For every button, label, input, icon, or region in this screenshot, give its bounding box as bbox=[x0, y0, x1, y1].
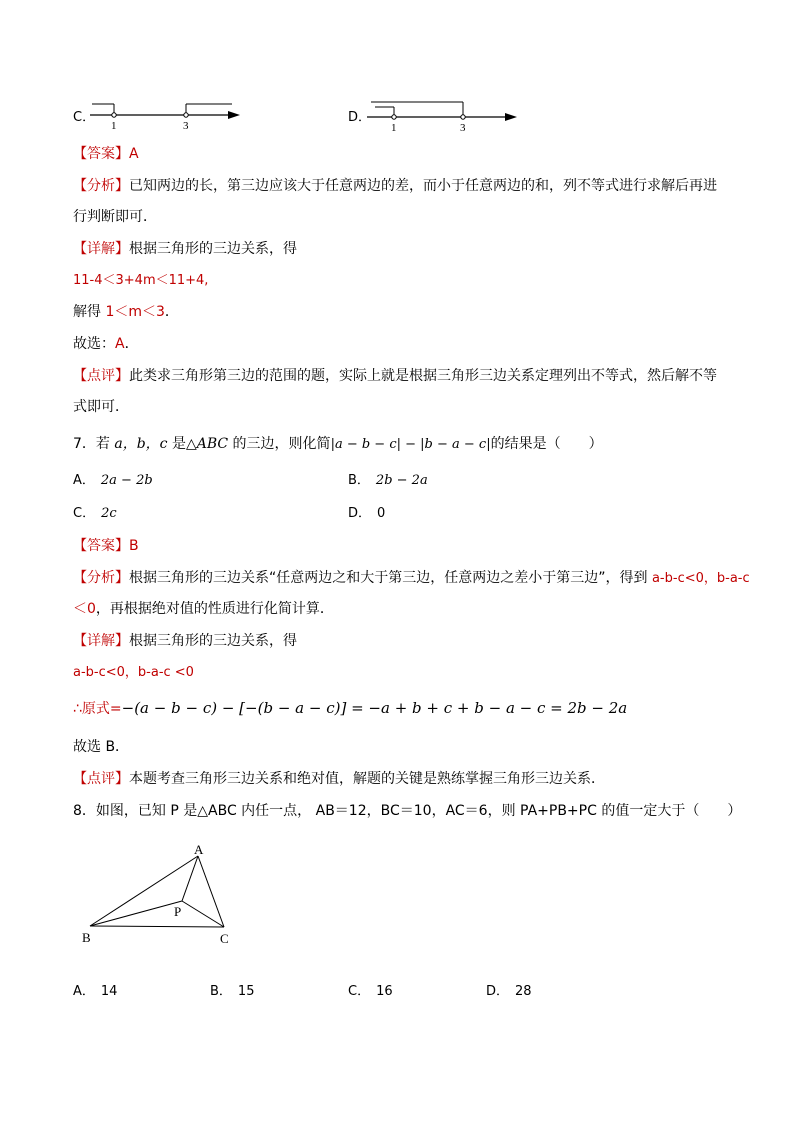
analysis-condition: a-b-c<0，b-a-c bbox=[651, 571, 750, 586]
q7-stem bbox=[73, 434, 603, 455]
q7-analysis-cont bbox=[73, 599, 334, 619]
q7-detail bbox=[73, 631, 297, 651]
option-label: B． bbox=[210, 984, 232, 999]
numberline-d-graphic bbox=[367, 96, 527, 132]
option-label: B． bbox=[348, 473, 370, 488]
choose-text: 故选： bbox=[73, 336, 115, 352]
numberline-d-tick-1: 1 bbox=[391, 122, 397, 132]
option-c-label: C． bbox=[73, 110, 96, 125]
q7-choose: 故选 B． bbox=[73, 739, 130, 755]
q6-choose bbox=[73, 334, 139, 354]
vertex-a-label: A bbox=[194, 842, 204, 857]
detail-text: 根据三角形的三边关系，得 bbox=[129, 633, 297, 649]
q7-option-b bbox=[348, 472, 428, 490]
q7-stem-suffix: 的结果是（ ） bbox=[490, 436, 603, 452]
q8-option-b bbox=[210, 983, 254, 1001]
answer-tag: 【答案】 bbox=[73, 538, 129, 554]
option-value: 2a − 2b bbox=[100, 473, 153, 488]
option-label: A． bbox=[73, 984, 95, 999]
original-expression: −(a − b − c) − [−(b − a − c)] = −a + b + c + b − a − c = 2b − 2a bbox=[121, 699, 628, 717]
q6-solve bbox=[73, 302, 179, 322]
original-prefix: ∴原式= bbox=[73, 701, 122, 717]
q6-detail bbox=[73, 239, 297, 259]
analysis-text-cont: ，再根据绝对值的性质进行化简计算． bbox=[95, 601, 334, 617]
q7-condition: a-b-c<0，b-a-c <0 bbox=[73, 665, 194, 680]
q7-stem-prefix: 7．若 bbox=[73, 436, 115, 452]
analysis-tag: 【分析】 bbox=[73, 178, 129, 194]
comment-text: 本题考查三角形三边关系和绝对值，解题的关键是熟练掌握三角形三边关系． bbox=[129, 771, 605, 787]
triangle-figure bbox=[78, 838, 248, 950]
q6-analysis-cont: 行判断即可． bbox=[73, 209, 157, 225]
vertex-b-label: B bbox=[82, 930, 91, 945]
q7-option-a bbox=[73, 472, 153, 490]
solve-suffix: ． bbox=[164, 304, 179, 320]
numberline-d-tick-3: 3 bbox=[460, 122, 466, 132]
detail-tag: 【详解】 bbox=[73, 633, 129, 649]
option-label: D． bbox=[348, 506, 372, 521]
vertex-c-label: C bbox=[220, 931, 229, 946]
numberline-c-graphic bbox=[90, 96, 250, 132]
q7-stem-mid2: 的三边，则化简 bbox=[228, 436, 331, 452]
option-value: 15 bbox=[237, 984, 255, 999]
choose-suffix: ． bbox=[124, 336, 139, 352]
q7-comment bbox=[73, 769, 605, 789]
solve-prefix: 解得 bbox=[73, 304, 106, 320]
choose-value: A bbox=[115, 336, 125, 352]
option-value: 2b − 2a bbox=[375, 473, 428, 488]
option-value: 16 bbox=[376, 984, 393, 999]
option-value: 28 bbox=[515, 984, 532, 999]
option-label: D． bbox=[486, 984, 510, 999]
detail-text: 根据三角形的三边关系，得 bbox=[129, 241, 297, 257]
analysis-text: 已知两边的长，第三边应该大于任意两边的差，而小于任意两边的和，列不等式进行求解后再进 bbox=[129, 178, 717, 194]
comment-text: 此类求三角形第三边的范围的题，实际上就是根据三角形三边关系定理列出不等式，然后解不等 bbox=[129, 368, 717, 384]
q7-option-c bbox=[73, 505, 117, 523]
q6-answer bbox=[73, 144, 139, 164]
option-label: C． bbox=[73, 506, 96, 521]
solve-value: 1＜m＜3 bbox=[105, 304, 165, 320]
numberline-c-tick-3: 3 bbox=[183, 120, 189, 132]
q8-stem: 8．如图，已知 P 是△ABC 内任一点， AB＝12，BC＝10，AC＝6，则 PA+PB+PC 的值一定大于（ ） bbox=[73, 803, 742, 819]
comment-tag: 【点评】 bbox=[73, 771, 129, 787]
q8-option-c bbox=[348, 983, 393, 1001]
option-value: 2c bbox=[101, 506, 117, 521]
option-value: 14 bbox=[100, 984, 118, 999]
option-d-label: D． bbox=[348, 110, 372, 125]
q7-answer bbox=[73, 536, 139, 556]
q8-option-d bbox=[486, 983, 532, 1001]
analysis-tag: 【分析】 bbox=[73, 570, 129, 586]
option-value: 0 bbox=[377, 506, 386, 521]
comment-tag: 【点评】 bbox=[73, 368, 129, 384]
q8-option-a bbox=[73, 983, 117, 1001]
q7-vars: a，b，c bbox=[114, 436, 168, 452]
answer-value: A bbox=[129, 146, 139, 162]
q7-analysis bbox=[73, 568, 750, 589]
option-label: A． bbox=[73, 473, 95, 488]
q6-analysis bbox=[73, 176, 717, 196]
analysis-condition-cont: ＜0 bbox=[73, 601, 96, 617]
detail-tag: 【详解】 bbox=[73, 241, 129, 257]
answer-value: B bbox=[129, 538, 139, 554]
q6-comment bbox=[73, 366, 717, 386]
q7-expression: |a − b − c| − |b − a − c| bbox=[330, 437, 491, 452]
q6-comment-cont: 式即可． bbox=[73, 399, 129, 415]
q7-original bbox=[73, 698, 627, 719]
analysis-text: 根据三角形的三边关系“任意两边之和大于第三边，任意两边之差小于第三边”，得到 bbox=[129, 570, 652, 586]
q6-inequality: 11-4＜3+4m＜11+4, bbox=[73, 273, 209, 288]
q7-stem-mid: 是△ bbox=[167, 436, 197, 452]
answer-tag: 【答案】 bbox=[73, 146, 129, 162]
option-label: C． bbox=[348, 984, 371, 999]
numberline-c-tick-1: 1 bbox=[111, 120, 117, 132]
point-p-label: P bbox=[174, 904, 182, 919]
q7-option-d bbox=[348, 505, 385, 523]
q7-abc: ABC bbox=[196, 436, 229, 452]
